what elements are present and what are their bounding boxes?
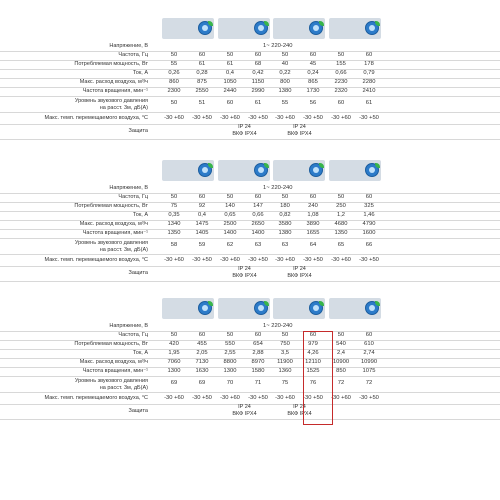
spec-value: 72 xyxy=(337,380,345,386)
row-label: Защита xyxy=(128,128,148,134)
row-label: Ток, А xyxy=(132,350,148,356)
row-label: Уровень звукового давления на расст. 3м, дБ(А) xyxy=(74,240,148,253)
spec-value: 3580 xyxy=(278,221,292,227)
spec-value: -30 +60 xyxy=(164,115,184,121)
row-label: Напряжение, В xyxy=(109,43,148,49)
row-label: Макс. темп. перемещаемого воздуха, °С xyxy=(44,115,148,121)
spec-value: 72 xyxy=(365,380,373,386)
spec-value: 60 xyxy=(365,332,373,338)
spec-value: 979 xyxy=(308,341,318,347)
ip-rating-logo-dot xyxy=(202,25,208,31)
spec-value: 0,79 xyxy=(363,70,375,76)
protection-line: ВКФ IPX4 xyxy=(232,272,257,279)
spec-value: -30 +60 xyxy=(331,395,351,401)
voltage-value: 1~ 220-240 xyxy=(263,323,293,329)
spec-value: 92 xyxy=(198,203,206,209)
ip-rating-logo-dot xyxy=(369,167,375,173)
protection-line: ВКФ IPX4 xyxy=(232,130,257,137)
ip-rating-logo-leaf xyxy=(319,163,324,168)
spec-value: 1580 xyxy=(251,368,265,374)
spec-value: 75 xyxy=(281,380,289,386)
row-label: Напряжение, В xyxy=(109,185,148,191)
ip-rating-logo-icon xyxy=(254,301,268,315)
spec-value: 1,46 xyxy=(363,212,375,218)
spec-value: -30 +50 xyxy=(359,115,379,121)
spec-value: 50 xyxy=(170,52,178,58)
spec-value: 60 xyxy=(198,332,206,338)
spec-value: 50 xyxy=(281,332,289,338)
spec-value: 50 xyxy=(226,194,234,200)
spec-value: 860 xyxy=(169,79,179,85)
spec-value: 60 xyxy=(309,332,317,338)
ip-rating-logo-leaf xyxy=(208,301,213,306)
ip-rating-logo-leaf xyxy=(319,301,324,306)
spec-value: 1525 xyxy=(306,368,320,374)
spec-value: 2990 xyxy=(251,88,265,94)
model-header xyxy=(273,18,325,39)
spec-value: 1360 xyxy=(278,368,292,374)
ip-rating-logo-leaf xyxy=(264,163,269,168)
spec-value: 420 xyxy=(169,341,179,347)
spec-value: 2500 xyxy=(223,221,237,227)
spec-value: 60 xyxy=(309,194,317,200)
spec-value: 63 xyxy=(254,242,262,248)
protection-line: ВКФ IPX4 xyxy=(287,272,312,279)
protection-line: ВКФ IPX4 xyxy=(287,130,312,137)
spec-value: 61 xyxy=(365,100,373,106)
protection-value xyxy=(220,266,269,280)
spec-value: 850 xyxy=(336,368,346,374)
spec-value: 60 xyxy=(198,52,206,58)
spec-value: 61 xyxy=(226,61,234,67)
spec-value: 654 xyxy=(253,341,263,347)
ip-rating-logo-icon xyxy=(309,163,323,177)
spec-value: 68 xyxy=(254,61,262,67)
model-header xyxy=(218,298,270,319)
spec-value: 800 xyxy=(280,79,290,85)
spec-value: 2550 xyxy=(195,88,209,94)
ip-rating-logo-leaf xyxy=(264,21,269,26)
protection-line: IP 24 xyxy=(238,124,251,130)
spec-value: 0,28 xyxy=(196,70,208,76)
spec-value: -30 +50 xyxy=(359,257,379,263)
row-label: Потребляемая мощность, Вт xyxy=(74,341,148,347)
spec-value: 4790 xyxy=(362,221,376,227)
ip-rating-logo-dot xyxy=(313,25,319,31)
spec-value: 0,26 xyxy=(168,70,180,76)
model-header xyxy=(218,160,270,181)
protection-value xyxy=(220,404,269,418)
row-label: Потребляемая мощность, Вт xyxy=(74,61,148,67)
spec-value: 66 xyxy=(365,242,373,248)
spec-value: 455 xyxy=(197,341,207,347)
ip-rating-logo-dot xyxy=(313,305,319,311)
spec-value: -30 +50 xyxy=(192,257,212,263)
row-label: Макс. расход воздуха, м³/ч xyxy=(79,79,148,85)
ip-rating-logo-icon xyxy=(365,21,379,35)
protection-line: IP 24 xyxy=(238,404,251,410)
ip-rating-logo-icon xyxy=(254,163,268,177)
row-label: Потребляемая мощность, Вт xyxy=(74,203,148,209)
protection-value xyxy=(275,124,324,138)
spec-value: 1350 xyxy=(334,230,348,236)
spec-value: -30 +60 xyxy=(331,257,351,263)
spec-value: 140 xyxy=(225,203,235,209)
row-label: Ток, А xyxy=(132,70,148,76)
spec-value: 2410 xyxy=(362,88,376,94)
model-header xyxy=(162,298,214,319)
spec-value: 325 xyxy=(364,203,374,209)
protection-line: IP 24 xyxy=(293,124,306,130)
ip-rating-logo-icon xyxy=(365,301,379,315)
spec-value: 11900 xyxy=(277,359,293,365)
spec-value: 0,42 xyxy=(252,70,264,76)
spec-value: 60 xyxy=(226,100,234,106)
spec-value: 1150 xyxy=(251,79,265,85)
spec-value: 1300 xyxy=(223,368,237,374)
spec-value: 0,24 xyxy=(307,70,319,76)
row-label: Макс. темп. перемещаемого воздуха, °С xyxy=(44,257,148,263)
ip-rating-logo-dot xyxy=(313,167,319,173)
spec-value: 62 xyxy=(226,242,234,248)
spec-value: 2300 xyxy=(167,88,181,94)
ip-rating-logo-dot xyxy=(258,305,264,311)
spec-value: 60 xyxy=(365,194,373,200)
spec-value: 2440 xyxy=(223,88,237,94)
spec-value: 69 xyxy=(198,380,206,386)
model-header xyxy=(218,18,270,39)
spec-value: 69 xyxy=(170,380,178,386)
spec-value: 1400 xyxy=(251,230,265,236)
model-header xyxy=(162,160,214,181)
spec-value: 55 xyxy=(281,100,289,106)
spec-value: 0,4 xyxy=(225,70,235,76)
spec-value: -30 +50 xyxy=(192,115,212,121)
protection-line: ВКФ IPX4 xyxy=(232,410,257,417)
spec-row xyxy=(0,96,500,113)
spec-value: 1400 xyxy=(223,230,237,236)
spec-value: 10900 xyxy=(332,359,350,365)
spec-value: 875 xyxy=(197,79,207,85)
spec-value: 60 xyxy=(254,194,262,200)
spec-value: 65 xyxy=(337,242,345,248)
spec-value: -30 +50 xyxy=(359,395,379,401)
spec-value: 0,65 xyxy=(224,212,236,218)
row-label: Частота вращения, мин⁻¹ xyxy=(82,88,148,94)
spec-value: 50 xyxy=(281,194,289,200)
spec-value: -30 +50 xyxy=(248,257,268,263)
row-label: Частота, Гц xyxy=(118,52,148,58)
model-header xyxy=(329,18,381,39)
spec-value: 1,95 xyxy=(168,350,180,356)
ip-rating-logo-icon xyxy=(309,301,323,315)
spec-value: 2280 xyxy=(362,79,376,85)
row-label: Защита xyxy=(128,270,148,276)
spec-value: 1630 xyxy=(195,368,209,374)
ip-rating-logo-leaf xyxy=(208,163,213,168)
spec-value: 76 xyxy=(309,380,317,386)
spec-value: 1350 xyxy=(167,230,181,236)
spec-value: 8800 xyxy=(223,359,237,365)
spec-value: 50 xyxy=(337,332,345,338)
spec-value: 60 xyxy=(254,52,262,58)
row-label: Частота вращения, мин⁻¹ xyxy=(82,368,148,374)
spec-value: 1,2 xyxy=(336,212,346,218)
ip-rating-logo-icon xyxy=(198,301,212,315)
spec-value: -30 +60 xyxy=(164,257,184,263)
spec-value: 40 xyxy=(281,61,289,67)
protection-line: IP 24 xyxy=(293,404,306,410)
row-label: Частота, Гц xyxy=(118,194,148,200)
spec-value: 0,35 xyxy=(168,212,180,218)
spec-value: 1380 xyxy=(278,88,292,94)
spec-value: -30 +60 xyxy=(275,257,295,263)
spec-value: 2650 xyxy=(251,221,265,227)
model-header xyxy=(273,160,325,181)
spec-value: 0,22 xyxy=(279,70,291,76)
spec-row xyxy=(0,266,500,282)
spec-value: 1405 xyxy=(195,230,209,236)
spec-value: 1655 xyxy=(306,230,320,236)
spec-value: -30 +50 xyxy=(303,115,323,121)
spec-value: -30 +60 xyxy=(331,115,351,121)
spec-value: 2,88 xyxy=(252,350,264,356)
spec-value: -30 +60 xyxy=(220,257,240,263)
row-label: Макс. расход воздуха, м³/ч xyxy=(79,359,148,365)
spec-value: 250 xyxy=(336,203,346,209)
model-header xyxy=(329,160,381,181)
ip-rating-logo-leaf xyxy=(319,21,324,26)
spec-value: 540 xyxy=(336,341,346,347)
spec-value: 61 xyxy=(254,100,262,106)
spec-value: 60 xyxy=(254,332,262,338)
spec-value: 50 xyxy=(170,100,178,106)
spec-value: 750 xyxy=(280,341,290,347)
row-label: Ток, А xyxy=(132,212,148,218)
spec-value: 7130 xyxy=(195,359,209,365)
spec-value: 60 xyxy=(309,52,317,58)
protection-value xyxy=(275,266,324,280)
spec-value: 58 xyxy=(170,242,178,248)
spec-value: 63 xyxy=(281,242,289,248)
voltage-value: 1~ 220-240 xyxy=(263,185,293,191)
row-label: Защита xyxy=(128,408,148,414)
spec-value: 51 xyxy=(198,100,206,106)
spec-value: -30 +50 xyxy=(248,395,268,401)
spec-value: 60 xyxy=(337,100,345,106)
ip-rating-logo-dot xyxy=(202,167,208,173)
spec-value: 75 xyxy=(170,203,178,209)
ip-rating-logo-leaf xyxy=(375,21,380,26)
ip-rating-logo-dot xyxy=(202,305,208,311)
spec-value: -30 +50 xyxy=(248,115,268,121)
spec-value: 2,55 xyxy=(224,350,236,356)
ip-rating-logo-dot xyxy=(258,25,264,31)
spec-value: 1475 xyxy=(195,221,209,227)
ip-rating-logo-icon xyxy=(198,163,212,177)
spec-value: 1730 xyxy=(306,88,320,94)
spec-value: 1075 xyxy=(362,368,376,374)
spec-value: 865 xyxy=(308,79,318,85)
spec-value: 1050 xyxy=(223,79,237,85)
spec-value: -30 +60 xyxy=(164,395,184,401)
spec-value: 240 xyxy=(308,203,318,209)
ip-rating-logo-dot xyxy=(369,305,375,311)
ip-rating-logo-icon xyxy=(254,21,268,35)
spec-value: 2,74 xyxy=(363,350,375,356)
spec-value: -30 +60 xyxy=(220,395,240,401)
row-label: Макс. расход воздуха, м³/ч xyxy=(79,221,148,227)
spec-value: 71 xyxy=(254,380,262,386)
spec-value: 147 xyxy=(253,203,263,209)
spec-row xyxy=(0,376,500,393)
spec-value: 60 xyxy=(365,52,373,58)
spec-value: 155 xyxy=(336,61,346,67)
ip-rating-logo-icon xyxy=(309,21,323,35)
model-header xyxy=(162,18,214,39)
spec-value: 45 xyxy=(309,61,317,67)
protection-line: IP 24 xyxy=(293,266,306,272)
spec-value: 0,66 xyxy=(335,70,347,76)
spec-value: 180 xyxy=(280,203,290,209)
row-label: Уровень звукового давления на расст. 3м, дБ(А) xyxy=(74,98,148,111)
spec-value: 178 xyxy=(364,61,374,67)
spec-value: 60 xyxy=(198,194,206,200)
spec-value: 50 xyxy=(226,332,234,338)
protection-value xyxy=(220,124,269,138)
spec-value: -30 +50 xyxy=(192,395,212,401)
spec-value: 610 xyxy=(364,341,374,347)
spec-value: 0,66 xyxy=(252,212,264,218)
spec-value: 1300 xyxy=(167,368,181,374)
spec-value: 3890 xyxy=(306,221,320,227)
spec-value: 2230 xyxy=(334,79,348,85)
spec-value: 4,26 xyxy=(307,350,319,356)
highlight-box xyxy=(303,331,333,425)
spec-value: -30 +60 xyxy=(220,115,240,121)
model-header xyxy=(273,298,325,319)
spec-value: 3,5 xyxy=(280,350,290,356)
spec-value: 1380 xyxy=(278,230,292,236)
ip-rating-logo-leaf xyxy=(375,301,380,306)
ip-rating-logo-icon xyxy=(365,163,379,177)
spec-value: 2320 xyxy=(334,88,348,94)
ip-rating-logo-leaf xyxy=(264,301,269,306)
ip-rating-logo-leaf xyxy=(375,163,380,168)
spec-value: 1600 xyxy=(362,230,376,236)
spec-value: -30 +50 xyxy=(303,395,323,401)
spec-value: 50 xyxy=(337,194,345,200)
protection-line: IP 24 xyxy=(238,266,251,272)
ip-rating-logo-leaf xyxy=(208,21,213,26)
spec-value: -30 +60 xyxy=(275,395,295,401)
spec-value: 0,4 xyxy=(197,212,207,218)
spec-value: 550 xyxy=(225,341,235,347)
spec-value: 50 xyxy=(337,52,345,58)
voltage-value: 1~ 220-240 xyxy=(263,43,293,49)
spec-value: 2,4 xyxy=(336,350,346,356)
spec-value: 50 xyxy=(226,52,234,58)
spec-value: 1340 xyxy=(167,221,181,227)
spec-value: 55 xyxy=(170,61,178,67)
spec-row xyxy=(0,124,500,140)
spec-value: 1,08 xyxy=(307,212,319,218)
row-label: Уровень звукового давления на расст. 3м, дБ(А) xyxy=(74,378,148,391)
spec-value: 10990 xyxy=(360,359,378,365)
ip-rating-logo-dot xyxy=(369,25,375,31)
row-label: Частота вращения, мин⁻¹ xyxy=(82,230,148,236)
spec-value: 0,82 xyxy=(279,212,291,218)
spec-row xyxy=(0,404,500,420)
spec-value: 50 xyxy=(170,194,178,200)
spec-value: 7060 xyxy=(167,359,181,365)
spec-value: 70 xyxy=(226,380,234,386)
spec-value: 56 xyxy=(309,100,317,106)
row-label: Напряжение, В xyxy=(109,323,148,329)
spec-row xyxy=(0,238,500,255)
ip-rating-logo-icon xyxy=(198,21,212,35)
spec-value: 50 xyxy=(281,52,289,58)
spec-value: 61 xyxy=(198,61,206,67)
spec-value: 12110 xyxy=(305,359,321,365)
spec-value: 64 xyxy=(309,242,317,248)
spec-value: 2,05 xyxy=(196,350,208,356)
spec-value: -30 +50 xyxy=(303,257,323,263)
spec-value: 59 xyxy=(198,242,206,248)
row-label: Макс. темп. перемещаемого воздуха, °С xyxy=(44,395,148,401)
model-header xyxy=(329,298,381,319)
spec-value: 8970 xyxy=(251,359,265,365)
row-label: Частота, Гц xyxy=(118,332,148,338)
ip-rating-logo-dot xyxy=(258,167,264,173)
spec-value: -30 +60 xyxy=(275,115,295,121)
spec-value: 50 xyxy=(170,332,178,338)
protection-line: ВКФ IPX4 xyxy=(287,410,312,417)
spec-value: 4680 xyxy=(334,221,348,227)
